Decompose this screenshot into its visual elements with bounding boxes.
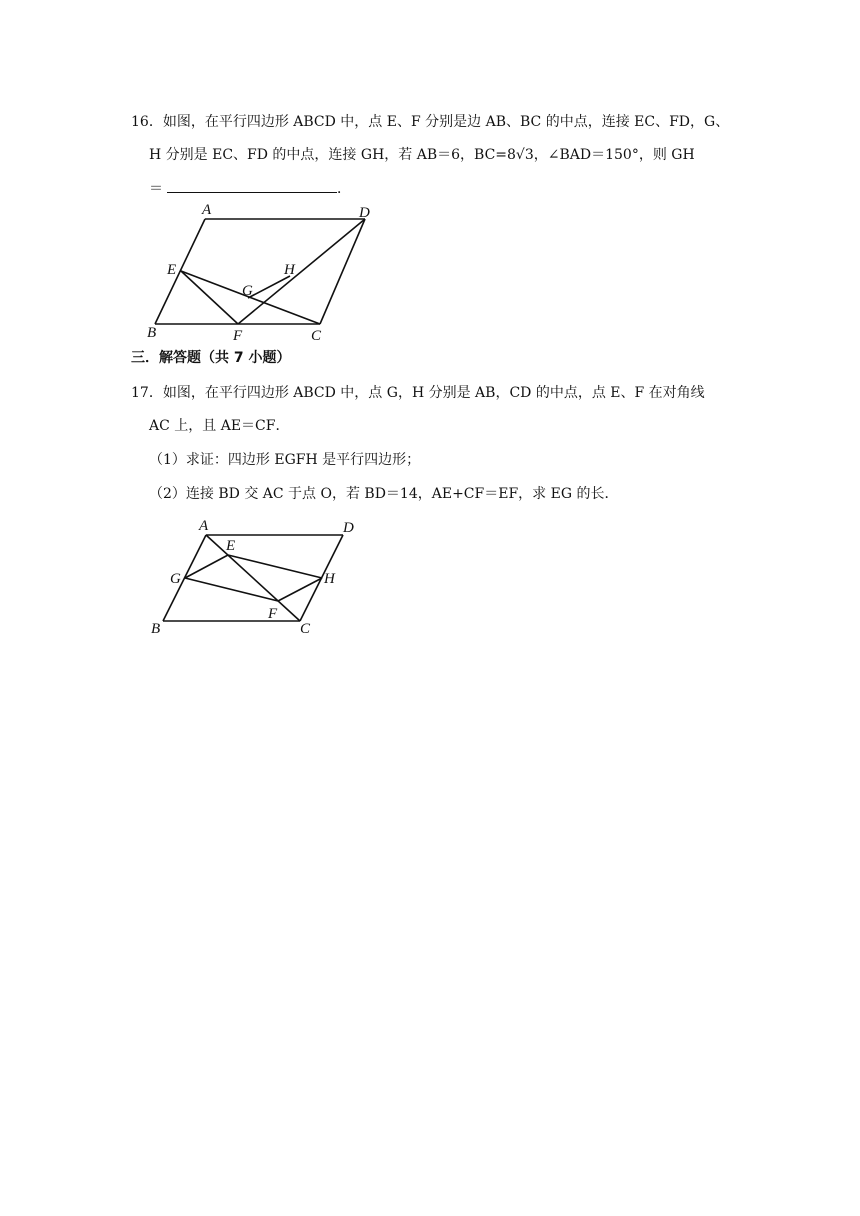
label-e: E xyxy=(226,538,236,554)
label-c: C xyxy=(311,328,322,344)
q17-part-2: （2）连接 BD 交 AC 于点 O，若 BD＝14，AE+CF＝EF，求 EG 的长． xyxy=(149,486,619,502)
label-b: B xyxy=(151,621,161,637)
label-g: G xyxy=(170,571,181,587)
q16-line-2: H 分别是 EC、FD 的中点，连接 GH，若 AB＝6，BC=8√3，∠BAD＝150°，则 GH xyxy=(149,147,695,163)
q16-line-3 xyxy=(149,178,351,199)
label-f: F xyxy=(268,606,278,622)
label-b: B xyxy=(147,325,157,341)
q17-figure xyxy=(145,515,365,640)
q16-line-1: 16．如图，在平行四边形 ABCD 中，点 E、F 分别是边 AB、BC 的中点，连接 EC、FD，G、 xyxy=(131,114,730,130)
label-c: C xyxy=(300,621,311,637)
label-a: A xyxy=(202,202,212,218)
q17-part-1: （1）求证：四边形 EGFH 是平行四边形； xyxy=(149,452,421,468)
q16-period: ． xyxy=(337,181,351,197)
label-h: H xyxy=(284,262,295,278)
label-e: E xyxy=(167,262,177,278)
label-d: D xyxy=(343,520,354,536)
answer-blank[interactable] xyxy=(167,178,337,193)
label-h: H xyxy=(324,571,335,587)
label-g: G xyxy=(242,283,253,299)
label-d: D xyxy=(359,205,370,221)
label-a: A xyxy=(199,518,209,534)
q17-line-1: 17．如图，在平行四边形 ABCD 中，点 G，H 分别是 AB，CD 的中点，点 E、F 在对角线 xyxy=(131,385,705,401)
section-title: 三．解答题（共 7 小题） xyxy=(131,350,291,366)
q16-equals: ＝ xyxy=(149,181,163,197)
q17-line-2: AC 上，且 AE＝CF． xyxy=(149,418,290,434)
label-f: F xyxy=(233,328,243,344)
q16-figure xyxy=(145,200,375,345)
